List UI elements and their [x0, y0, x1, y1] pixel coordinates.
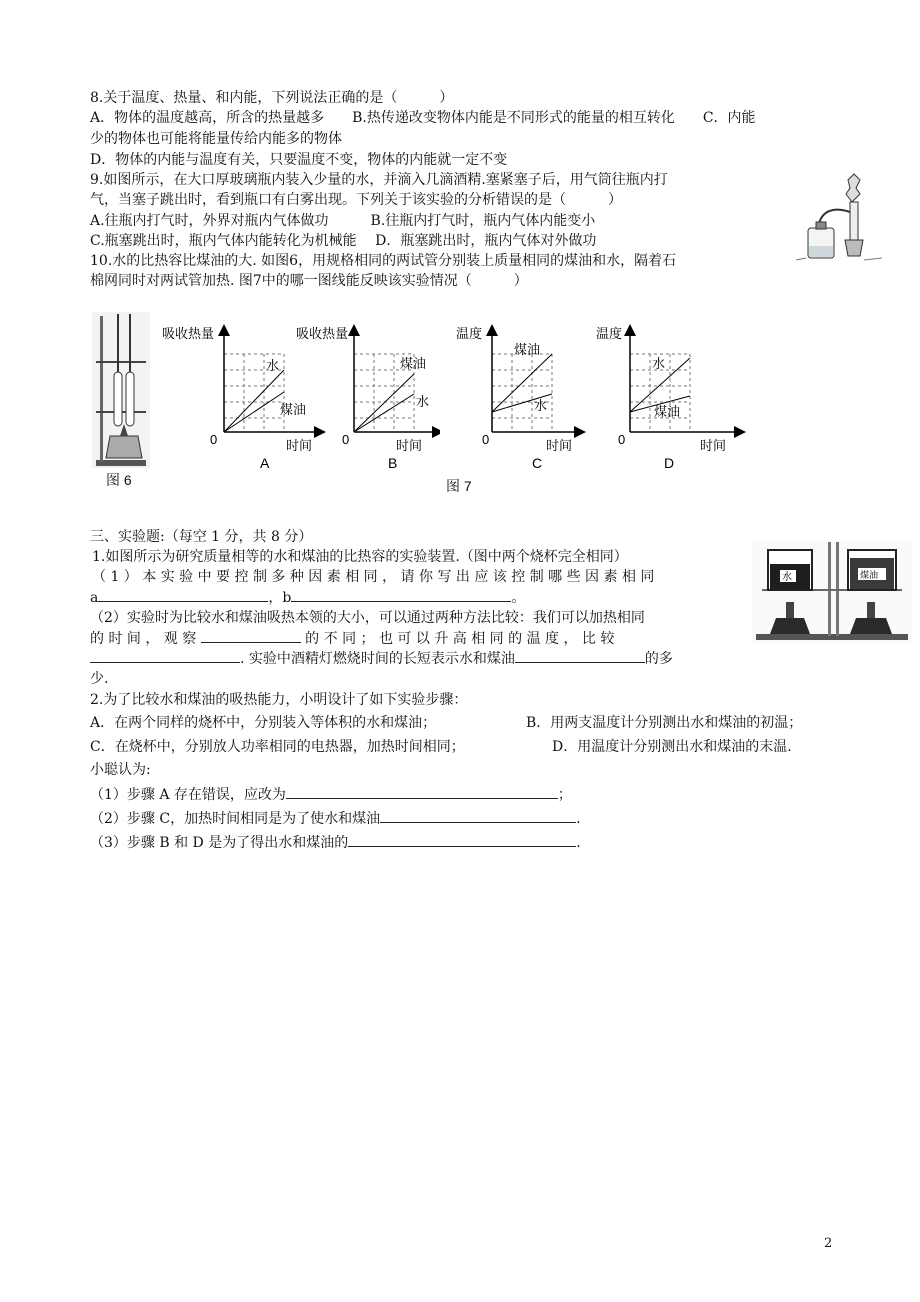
q9-options-cd: C.瓶塞跳出时，瓶内气体内能转化为机械能 D．瓶塞跳出时，瓶内气体对外做功 — [90, 233, 597, 249]
graph-b-ylabel: 吸收热量 — [296, 326, 349, 341]
exp2-sub2-end: . — [576, 811, 581, 827]
exp1-line6-c: 的多 — [644, 651, 673, 667]
exp2-step-b: B．用两支温度计分别测出水和煤油的初温； — [526, 715, 803, 731]
figure6-apparatus — [92, 312, 150, 468]
q9-line1: 9.如图所示，在大口厚玻璃瓶内装入少量的水，并滴入几滴酒精.塞紧塞子后，用气筒往瓶内打 — [90, 172, 668, 188]
graph-c-origin: 0 — [482, 432, 490, 447]
graph-a-letter: A — [260, 455, 270, 471]
blank-amount-input[interactable] — [515, 648, 645, 663]
figure7-caption: 图 7 — [446, 478, 472, 494]
graph-a-lower-label: 煤油 — [280, 402, 307, 417]
exp2-sub3-end: . — [576, 835, 581, 851]
exp1-line2: （ 1 ） 本 实 验 中 要 控 制 多 种 因 素 相 同 ， 请 你 写 出 应 该 控 制 哪 些 因 素 相 同 — [92, 569, 655, 585]
exp2-sub1 — [90, 784, 572, 805]
blank-compare-input[interactable] — [90, 648, 240, 663]
graph-a-ylabel: 吸收热量 — [162, 326, 215, 341]
q10-line1: 10.水的比热容比煤油的大. 如图6，用规格相同的两试管分别装上质量相同的煤油和水，隔着石 — [90, 253, 677, 269]
graph-d-lower-label: 煤油 — [654, 404, 681, 419]
exp1-line4: （2）实验时为比较水和煤油吸热本领的大小，可以通过两种方法比较：我们可以加热相同 — [90, 610, 645, 626]
exp1-line6 — [90, 648, 673, 669]
graph-b-upper-label: 煤油 — [400, 356, 427, 371]
graph-a-xlabel: 时间 — [286, 438, 313, 453]
graph-b-origin: 0 — [342, 432, 350, 447]
graph-d-letter: D — [664, 455, 675, 471]
blank-b-end: 。 — [511, 590, 526, 606]
graph-d-origin: 0 — [618, 432, 626, 447]
blank-step-c-input[interactable] — [380, 808, 576, 823]
blank-a-label: a — [90, 590, 99, 606]
exp1-line6-b: . 实验中酒精灯燃烧时间的长短表示水和煤油 — [240, 651, 515, 667]
blank-step-a-input[interactable] — [286, 784, 558, 799]
beaker-oil-label: 煤油 — [860, 570, 879, 580]
exp1-line5 — [90, 628, 614, 649]
exp2-step-c: C．在烧杯中，分别放人功率相同的电热器，加热时间相同； — [90, 739, 465, 755]
exp2-line1: 2.为了比较水和煤油的吸热能力，小明设计了如下实验步骤： — [90, 692, 468, 708]
q8-option-c-cont: 少的物体也可能将能量传给内能多的物体 — [90, 131, 342, 147]
exp2-sub3 — [90, 832, 581, 853]
blank-b-label: ，b — [268, 590, 292, 606]
section3-title: 三、实验题:（每空 1 分，共 8 分） — [90, 529, 313, 545]
exp1-line3 — [90, 587, 525, 608]
graph-b — [290, 318, 440, 474]
graph-c-upper-label: 煤油 — [514, 342, 541, 357]
q8-options-ab: A．物体的温度越高，所含的热量越多 B.热传递改变物体内能是不同形式的能量的相互转化 C．内能 — [90, 110, 756, 126]
blank-b-input[interactable] — [291, 587, 511, 602]
q9-options-ab: A.往瓶内打气时，外界对瓶内气体做功 B.往瓶内打气时，瓶内气体内能变小 — [90, 213, 596, 229]
graph-a-origin: 0 — [210, 432, 218, 447]
page-number: 2 — [824, 1236, 833, 1251]
exp2-sub1-end: ； — [557, 787, 572, 803]
graph-c — [440, 318, 590, 474]
graph-c-lower-label: 水 — [534, 398, 548, 413]
blank-a-input[interactable] — [98, 587, 268, 602]
q10-line2: 棉网同时对两试管加热. 图7中的哪一图线能反映该实验情况（ ） — [90, 273, 528, 289]
beaker-water-label: 水 — [782, 572, 792, 583]
graph-c-xlabel: 时间 — [546, 438, 573, 453]
graph-b-letter: B — [388, 455, 398, 471]
q8-stem: 8.关于温度、热量、和内能，下列说法正确的是（ ） — [90, 90, 454, 106]
graph-d-ylabel: 温度 — [596, 326, 623, 341]
graph-b-lower-label: 水 — [416, 394, 430, 409]
exp1-line7: 少. — [90, 671, 109, 687]
graph-d — [580, 318, 750, 474]
exp2-note: 小聪认为: — [90, 762, 151, 778]
exp1-line5-a: 的 时 间 ， 观 察 — [90, 631, 197, 647]
bottle-pump-figure — [790, 172, 890, 264]
beaker-apparatus-figure — [752, 540, 912, 644]
q8-option-d: D．物体的内能与温度有关，只要温度不变，物体的内能就一定不变 — [90, 152, 508, 168]
exp2-step-d: D．用温度计分别测出水和煤油的末温. — [552, 739, 792, 755]
graph-d-upper-label: 水 — [652, 356, 666, 371]
exp1-line1: 1.如图所示为研究质量相等的水和煤油的比热容的实验装置.（图中两个烧杯完全相同） — [92, 549, 628, 565]
graph-c-ylabel: 温度 — [456, 326, 483, 341]
q9-line2: 气，当塞子跳出时，看到瓶口有白雾出现。下列关于该实验的分析错误的是（ ） — [90, 192, 622, 208]
blank-step-bd-input[interactable] — [348, 832, 576, 847]
graph-c-letter: C — [532, 455, 543, 471]
exp2-sub2 — [90, 808, 581, 829]
blank-observe-input[interactable] — [201, 628, 301, 643]
exp2-sub2-text: （2）步骤 C，加热时间相同是为了使水和煤油 — [90, 811, 381, 827]
graph-b-xlabel: 时间 — [396, 438, 423, 453]
graph-a-upper-label: 水 — [266, 358, 280, 373]
exp2-step-a: A．在两个同样的烧杯中，分别装入等体积的水和煤油； — [90, 715, 437, 731]
exp2-sub3-text: （3）步骤 B 和 D 是为了得出水和煤油的 — [90, 835, 349, 851]
graph-d-xlabel: 时间 — [700, 438, 727, 453]
figure6-caption: 图 6 — [106, 472, 132, 488]
exp2-sub1-text: （1）步骤 A 存在错误，应改为 — [90, 787, 286, 803]
exp1-line5-b: 的 不 同 ； 也 可 以 升 高 相 同 的 温 度 ， 比 较 — [305, 631, 615, 647]
